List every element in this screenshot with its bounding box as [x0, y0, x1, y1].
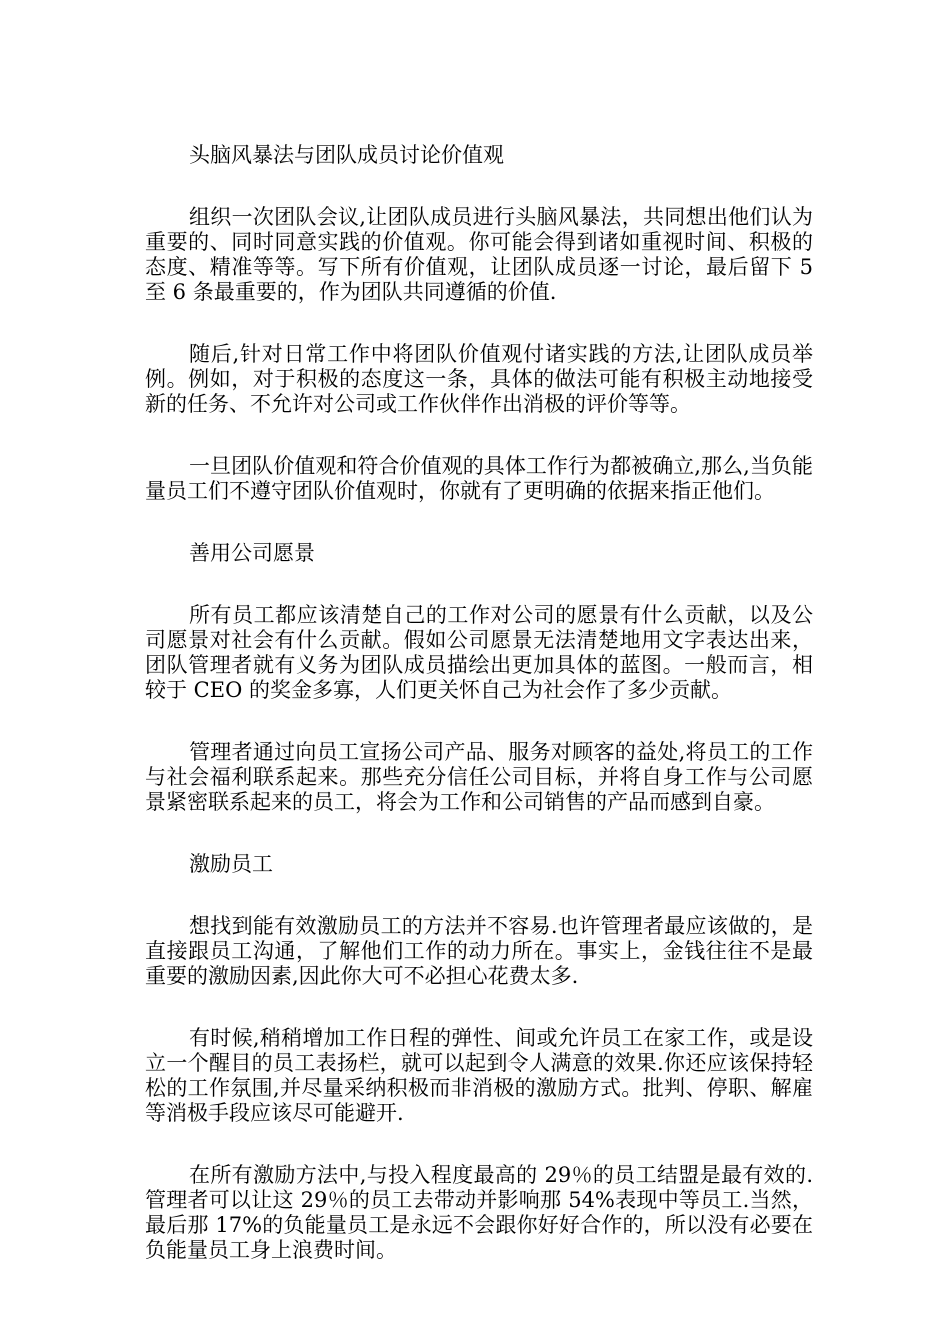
section-heading-brainstorm: 头脑风暴法与团队成员讨论价值观 — [189, 143, 504, 167]
paragraph: 随后,针对日常工作中将团队价值观付诸实践的方法,让团队成员举例。例如，对于积极的态度这一条，具体的做法可能有积极主动地接受新的任务、不允许对公司或工作伙伴作出消极的评价等等。 — [145, 342, 813, 416]
paragraph: 管理者通过向员工宣扬公司产品、服务对顾客的益处,将员工的工作与社会福利联系起来。那些充分信任公司目标，并将自身工作与公司愿景紧密联系起来的员工，将会为工作和公司销售的产品而感到自豪。 — [145, 740, 813, 814]
paragraph: 组织一次团队会议,让团队成员进行头脑风暴法，共同想出他们认为重要的、同时同意实践的价值观。你可能会得到诸如重视时间、积极的态度、精准等等。写下所有价值观，让团队成员逐一讨论，最后留下 5 至 6 条最重要的，作为团队共同遵循的价值. — [145, 205, 813, 304]
section-heading-motivation: 激励员工 — [189, 852, 273, 876]
paragraph: 有时候,稍稍增加工作日程的弹性、间或允许员工在家工作，或是设立一个醒目的员工表扬栏，就可以起到令人满意的效果.你还应该保持轻松的工作氛围,并尽量采纳积极而非消极的激励方式。批判、停职、解雇等消极手段应该尽可能避开. — [145, 1026, 813, 1125]
paragraph: 一旦团队价值观和符合价值观的具体工作行为都被确立,那么,当负能量员工们不遵守团队价值观时，你就有了更明确的依据来指正他们。 — [145, 454, 813, 503]
paragraph: 想找到能有效激励员工的方法并不容易.也许管理者最应该做的，是直接跟员工沟通，了解他们工作的动力所在。事实上，金钱往往不是最重要的激励因素,因此你大可不必担心花费太多. — [145, 914, 813, 988]
paragraph: 所有员工都应该清楚自己的工作对公司的愿景有什么贡献，以及公司愿景对社会有什么贡献。假如公司愿景无法清楚地用文字表达出来，团队管理者就有义务为团队成员描绘出更加具体的蓝图。一般而言，相较于 CEO 的奖金多寡，人们更关怀自己为社会作了多少贡献。 — [145, 603, 813, 702]
section-heading-vision: 善用公司愿景 — [189, 541, 315, 565]
document-body — [145, 143, 813, 1300]
paragraph: 在所有激励方法中,与投入程度最高的 29％的员工结盟是最有效的.管理者可以让这 29％的员工去带动并影响那 54%表现中等员工.当然，最后那 17%的负能量员工是永远不会跟你好好合作的，所以没有必要在负能量员工身上浪费时间。 — [145, 1163, 813, 1262]
